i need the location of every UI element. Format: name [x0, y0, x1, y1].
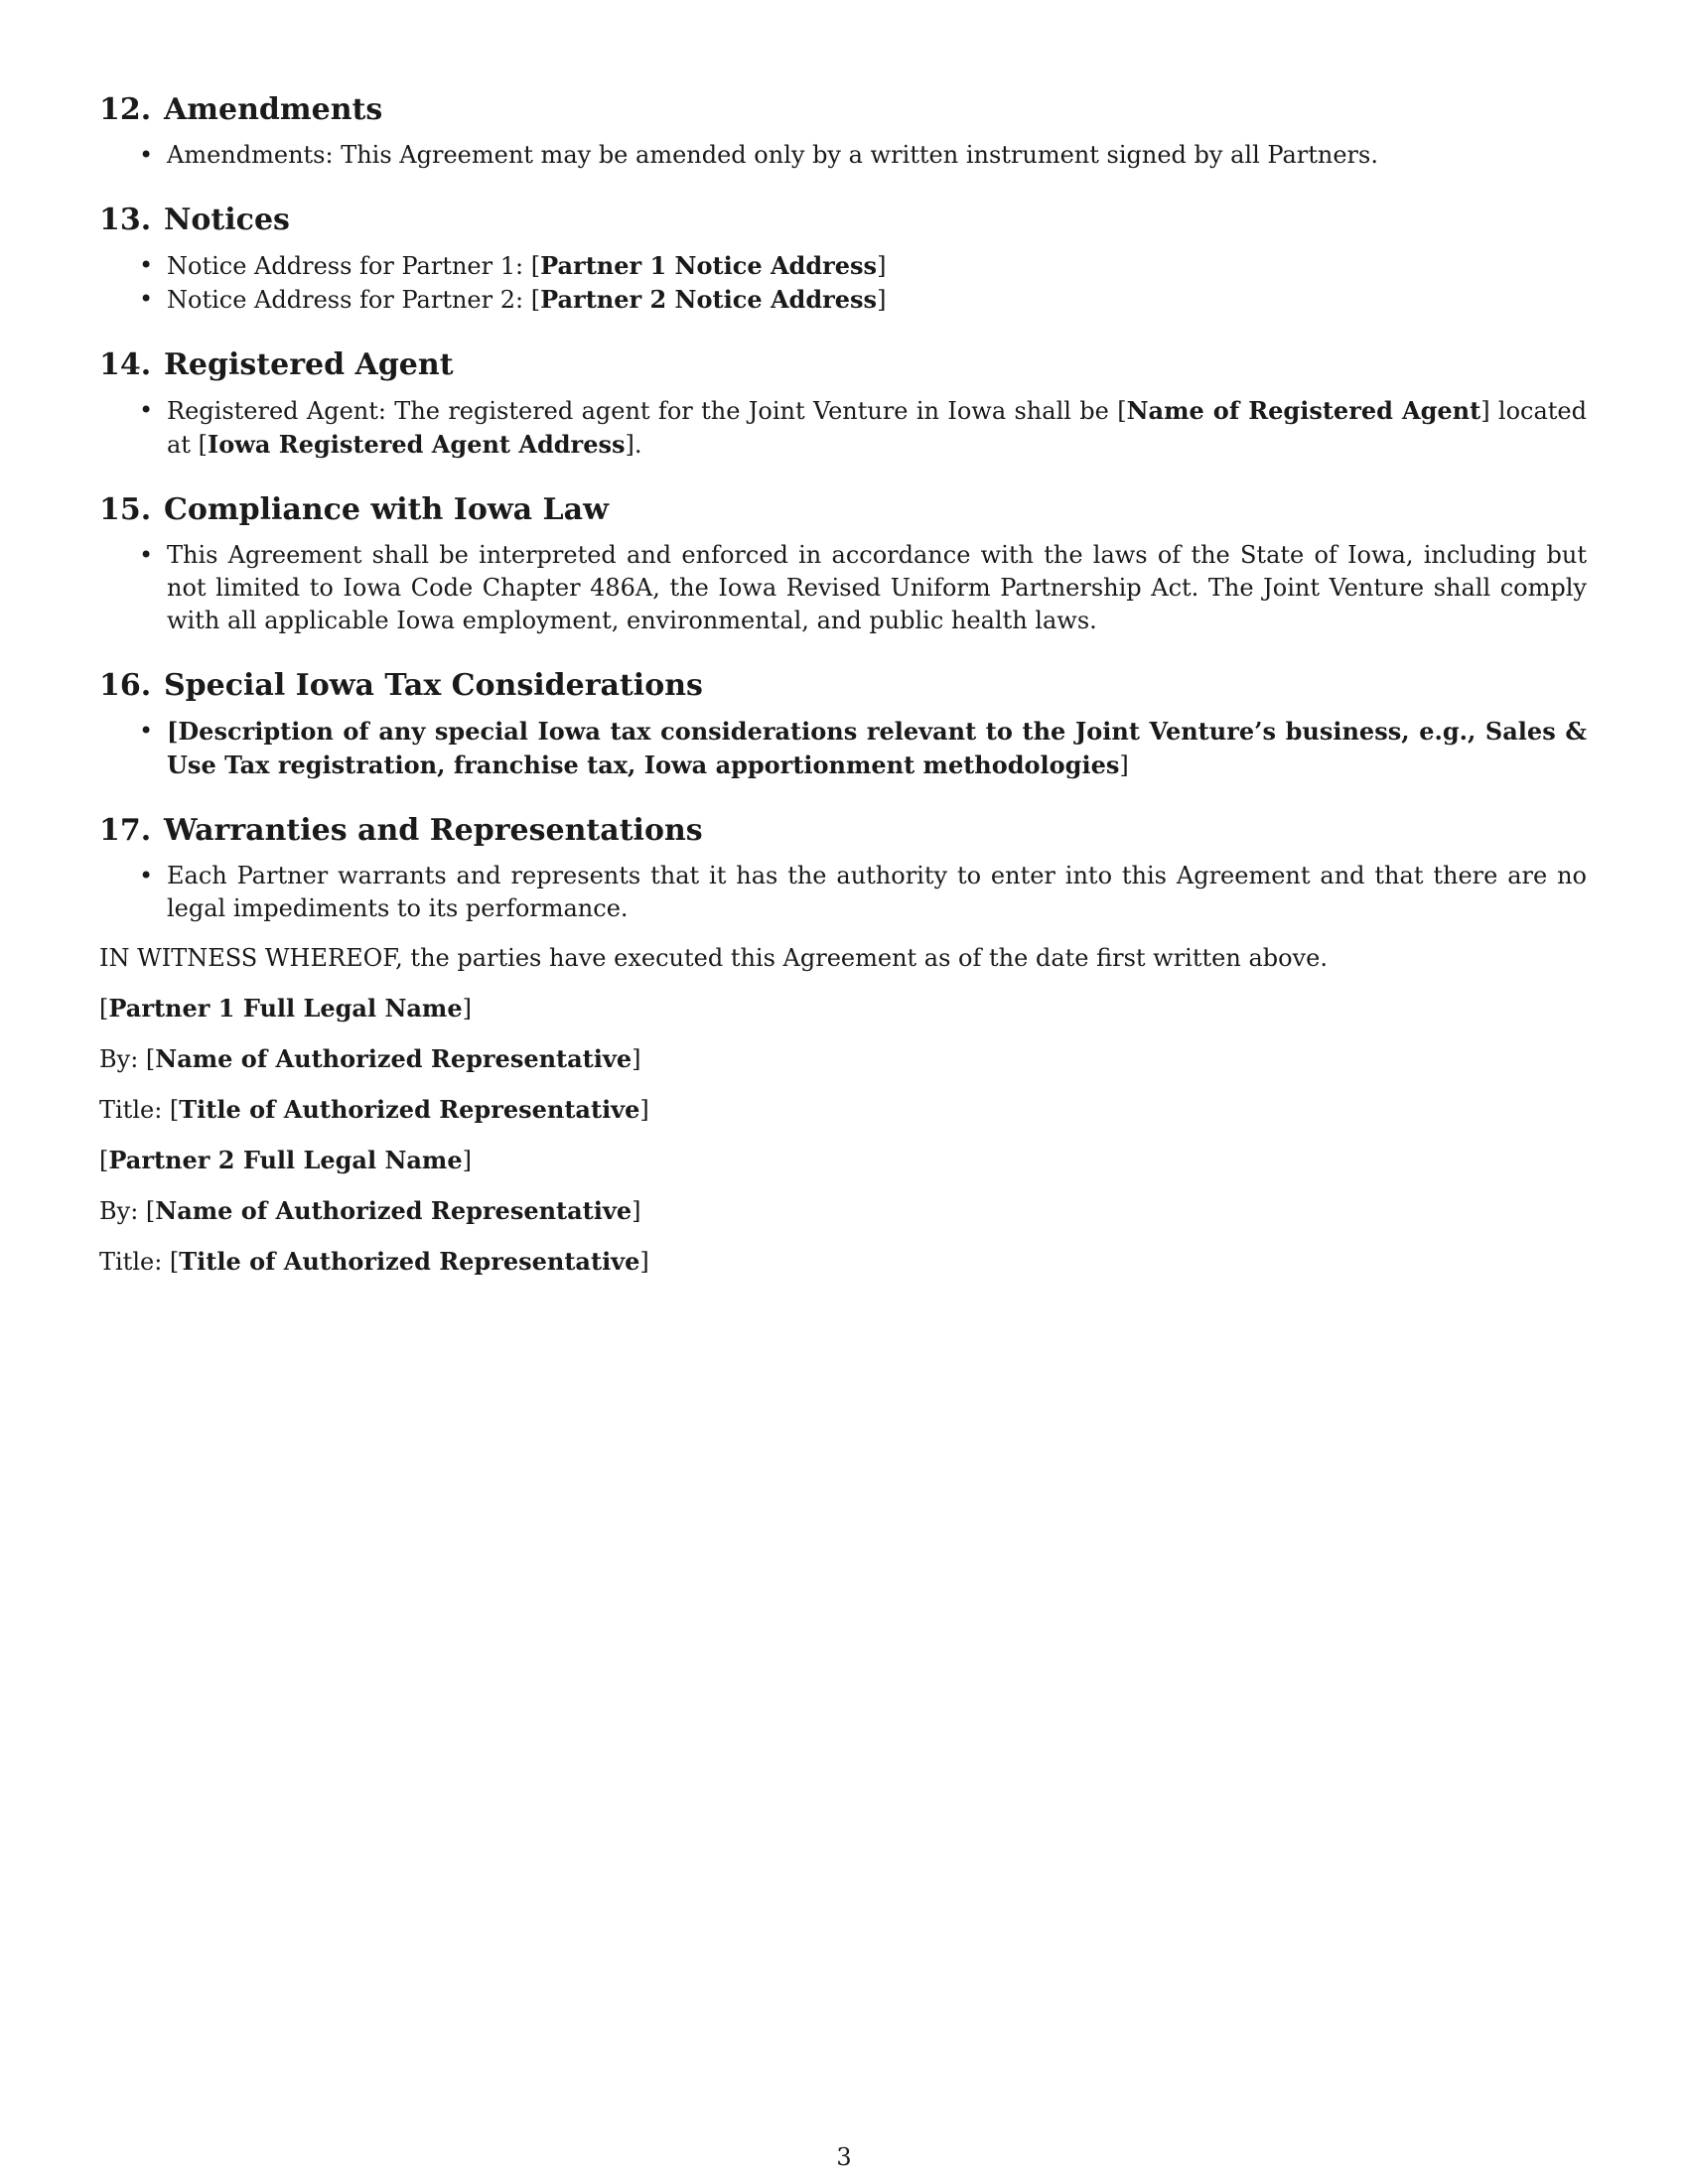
item-prefix: Notice Address for Partner 1: — [167, 252, 531, 280]
item-prefix: Notice Address for Partner 2: — [167, 286, 531, 314]
section-number: 12. — [99, 92, 152, 127]
section-title: Compliance with Iowa Law — [164, 492, 609, 527]
item-suffix: . — [633, 431, 642, 459]
by-label: By: — [99, 1045, 146, 1073]
section-heading — [99, 91, 1587, 129]
bullet-list — [99, 139, 1587, 172]
list-item: • Notice Address for Partner 2: [Partner 2 Notice Address] — [99, 283, 1587, 317]
list-item — [99, 139, 1587, 172]
list-item: • Registered Agent: The registered agent for the Joint Venture in Iowa shall be [Name of Registered Agent] located at [Iowa Registered Agent Address]. — [99, 394, 1587, 462]
by-label: By: — [99, 1197, 146, 1225]
section-title: Warranties and Representations — [164, 813, 703, 848]
signature-by-2: By: [Name of Authorized Representative] — [99, 1196, 641, 1225]
section-heading — [99, 667, 1587, 705]
item-text: This Agreement shall be interpreted and enforced in accordance with the laws of the State of Iowa, including but not limited to Iowa Code Chapter 486A, the Iowa Revised Uniform Partnership Act. The Joint Venture shall comply with all applicable Iowa employment, environmental, and public health laws. — [167, 541, 1587, 634]
list-item: • Notice Address for Partner 1: [Partner 1 Notice Address] — [99, 249, 1587, 283]
party-name: Partner 1 Full Legal Name — [108, 994, 463, 1023]
item-prefix: Registered Agent: The registered agent for the Joint Venture in Iowa shall be — [167, 397, 1118, 425]
section-compliance — [99, 491, 1587, 637]
section-title: Special Iowa Tax Considerations — [164, 668, 703, 703]
witness-clause: IN WITNESS WHEREOF, the parties have executed this Agreement as of the date first written above. — [99, 944, 1328, 972]
representative-title: Title of Authorized Representative — [179, 1095, 640, 1124]
representative-name: Name of Authorized Representative — [155, 1044, 633, 1073]
party-name: Partner 2 Full Legal Name — [108, 1146, 463, 1174]
section-number: 13. — [99, 203, 152, 237]
signature-by-1: By: [Name of Authorized Representative] — [99, 1044, 641, 1073]
placeholder-field: Iowa Registered Agent Address — [207, 430, 626, 459]
section-number: 16. — [99, 668, 152, 703]
section-heading — [99, 202, 1587, 239]
signature-party-2: [Partner 2 Full Legal Name] — [99, 1146, 472, 1174]
bullet-list — [99, 394, 1587, 462]
placeholder-field: Name of Registered Agent — [1126, 396, 1481, 425]
section-number: 17. — [99, 813, 152, 848]
section-title: Notices — [164, 203, 290, 237]
section-heading — [99, 812, 1587, 850]
placeholder-field: Partner 2 Notice Address — [540, 285, 878, 314]
section-title: Amendments — [164, 92, 383, 127]
list-item — [99, 860, 1587, 925]
page-number: 3 — [836, 2143, 852, 2171]
placeholder-field: Partner 1 Notice Address — [540, 251, 878, 280]
item-text: Each Partner warrants and represents that it has the authority to enter into this Agreement and that there are no legal impediments to its performance. — [167, 862, 1587, 922]
section-special-tax — [99, 667, 1587, 782]
signature-title-1: Title: [Title of Authorized Representative] — [99, 1095, 649, 1124]
section-amendments — [99, 91, 1587, 172]
title-label: Title: — [99, 1096, 170, 1124]
section-heading — [99, 346, 1587, 384]
representative-name: Name of Authorized Representative — [155, 1196, 633, 1225]
section-number: 15. — [99, 492, 152, 527]
section-registered-agent — [99, 346, 1587, 462]
signature-party-1: [Partner 1 Full Legal Name] — [99, 994, 472, 1023]
representative-title: Title of Authorized Representative — [179, 1247, 640, 1276]
placeholder-field: Description of any special Iowa tax considerations relevant to the Joint Venture’s business, e.g., Sales & Use Tax registration, franchise tax, Iowa apportionment methodologies — [167, 717, 1587, 779]
document-page — [99, 91, 1587, 1296]
item-middle: located at — [167, 397, 1588, 459]
section-title: Registered Agent — [164, 347, 454, 382]
list-item — [99, 539, 1587, 637]
section-number: 14. — [99, 347, 152, 382]
list-item: • [Description of any special Iowa tax considerations relevant to the Joint Venture’s business, e.g., Sales & Use Tax registration, franchise tax, Iowa apportionment methodologies] — [99, 715, 1587, 782]
section-warranties — [99, 812, 1587, 925]
bullet-list — [99, 860, 1587, 925]
section-heading — [99, 491, 1587, 529]
bullet-list — [99, 539, 1587, 637]
bullet-list — [99, 249, 1587, 317]
item-text: Amendments: This Agreement may be amended only by a written instrument signed by all Partners. — [167, 141, 1378, 169]
bullet-list — [99, 715, 1587, 782]
section-notices — [99, 202, 1587, 317]
title-label: Title: — [99, 1248, 170, 1276]
signature-title-2: Title: [Title of Authorized Representative] — [99, 1247, 649, 1276]
